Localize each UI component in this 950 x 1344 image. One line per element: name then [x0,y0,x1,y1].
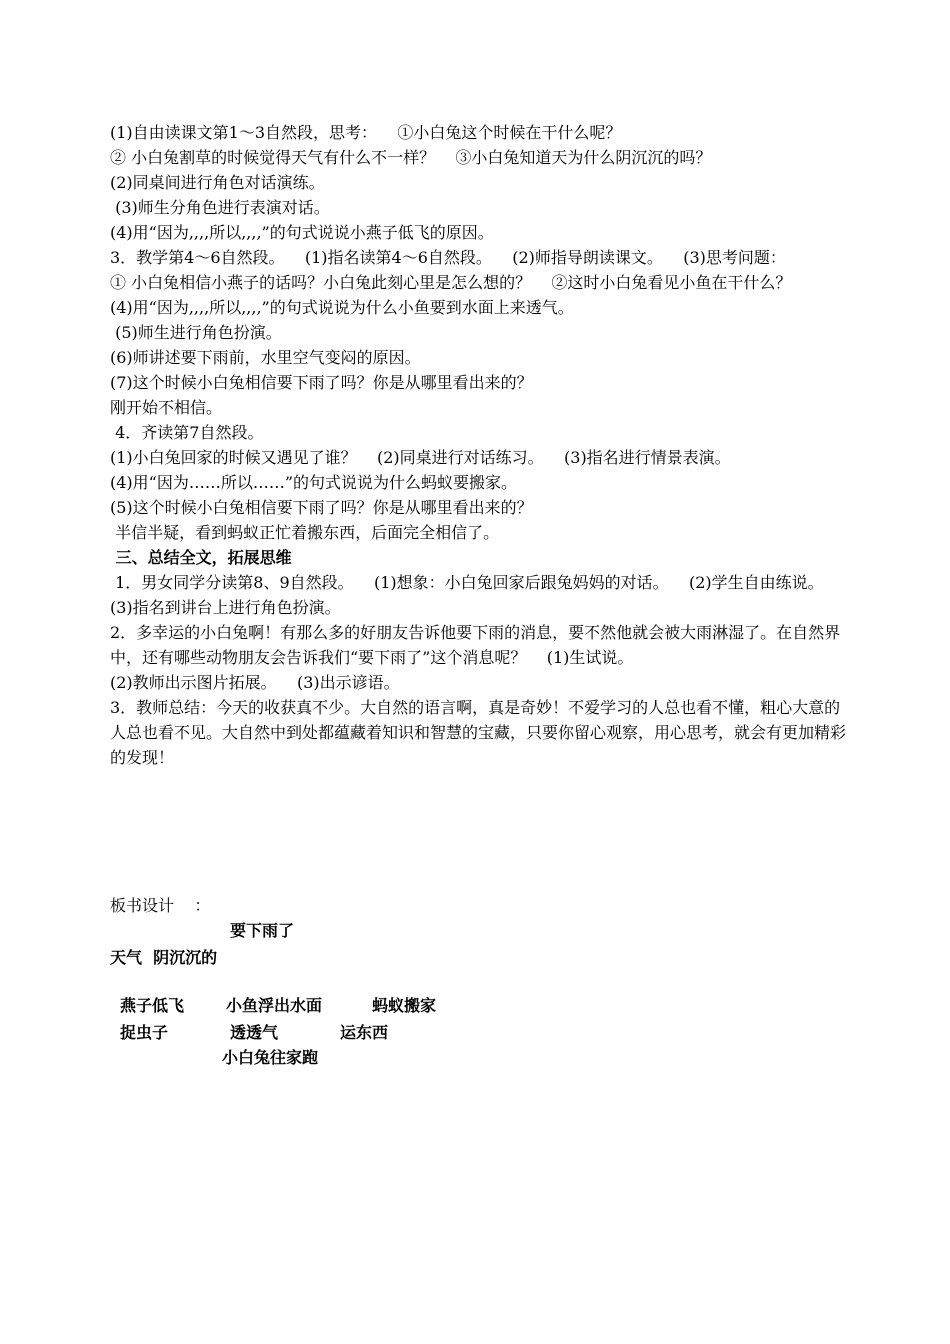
paragraph: 3．教师总结：今天的收获真不少。大自然的语言啊，真是奇妙！不爱学习的人总也看不懂，粗心大意的人总也看不见。大自然中到处都蕴藏着知识和智慧的宝藏，只要你留心观察，用心思考，就会有更加精彩的发现！ [110,698,847,767]
section-heading: 三、总结全文，拓展思维 [110,548,292,567]
paragraph: (4)用“因为,,,,所以,,,,”的句式说说小燕子低飞的原因。 [110,223,494,242]
paragraph: (1)自由读课文第1～3自然段，思考： ①小白兔这个时候在干什么呢？ [110,123,622,142]
paragraph: 刚开始不相信。 [110,398,223,417]
board-item: 小鱼浮出水面 [226,996,323,1015]
paragraph: ② 小白兔割草的时候觉得天气有什么不一样？ ③小白兔知道天为什么阴沉沉的吗？ [110,148,712,167]
paragraph: (3)师生分角色进行表演对话。 [110,198,330,217]
board-weather: 天气 阴沉沉的 [110,948,218,967]
paragraph: 4．齐读第7自然段。 [110,423,264,442]
board-title: 要下雨了 [230,921,295,940]
paragraph: (2)同桌间进行角色对话演练。 [110,173,325,192]
paragraph: (5)师生进行角色扮演。 [110,323,282,342]
paragraph: (2)教师出示图片拓展。 (3)出示谚语。 [110,673,400,692]
board-item: 蚂蚁搬家 [372,996,437,1015]
paragraph: ① 小白兔相信小燕子的话吗？小白兔此刻心里是怎么想的？ ②这时小白兔看见小鱼在干什么？ [110,273,792,292]
paragraph: 3．教学第4～6自然段。 (1)指名读第4～6自然段。 (2)师指导朗读课文。 (3)思考问题： [110,248,786,267]
board-item: 运东西 [340,1023,389,1042]
paragraph: (4)用“因为,,,,所以,,,,”的句式说说为什么小鱼要到水面上来透气。 [110,298,574,317]
board-item: 透透气 [230,1023,279,1042]
paragraph: 2．多幸运的小白兔啊！有那么多的好朋友告诉他要下雨的消息，要不然他就会被大雨淋湿了。在自然界中，还有哪些动物朋友会告诉我们“要下雨了”这个消息呢？ (1)生试说。 [110,623,841,667]
paragraph: 半信半疑，看到蚂蚁正忙着搬东西，后面完全相信了。 [110,523,500,542]
paragraph: 1．男女同学分读第8、9自然段。 (1)想象：小白兔回家后跟兔妈妈的对话。 (2)学生自由练说。 [110,573,824,592]
lesson-body [110,120,850,770]
paragraph: (6)师讲述要下雨前，水里空气变闷的原因。 [110,348,421,367]
board-footer: 小白兔往家跑 [222,1048,319,1067]
blackboard-design [110,893,710,1067]
paragraph: (5)这个时候小白兔相信要下雨了吗？你是从哪里看出来的？ [110,498,533,517]
board-heading: 板书设计 ： [110,896,211,915]
board-item: 捉虫子 [120,1023,169,1042]
paragraph: (3)指名到讲台上进行角色扮演。 [110,598,341,617]
paragraph: (7)这个时候小白兔相信要下雨了吗？你是从哪里看出来的？ [110,373,533,392]
paragraph: (1)小白兔回家的时候又遇见了谁？ (2)同桌进行对话练习。 (3)指名进行情景表演。 [110,448,731,467]
board-item: 燕子低飞 [120,996,185,1015]
paragraph: (4)用“因为……所以……”的句式说说为什么蚂蚁要搬家。 [110,473,518,492]
